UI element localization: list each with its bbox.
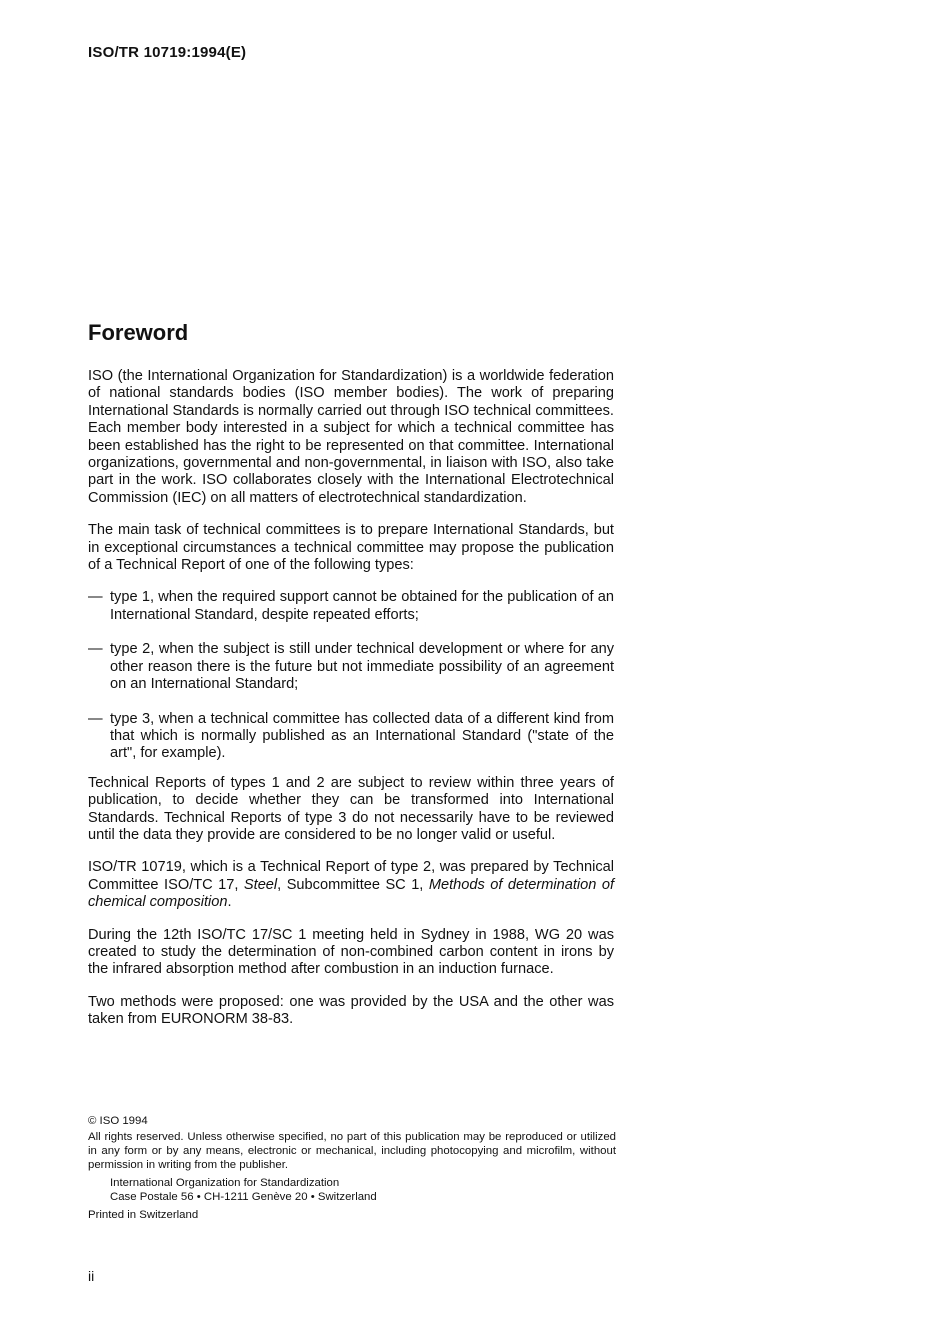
section-title: Foreword xyxy=(88,320,189,345)
list-item-type-3 xyxy=(88,711,614,763)
text-run: . xyxy=(227,894,232,911)
paragraph-methods: Two methods were proposed: one was provided by the USA and the other was taken from EURONORM 38-83. xyxy=(88,993,614,1028)
dash-marker: — xyxy=(88,710,103,727)
list-item-type-1 xyxy=(88,589,614,624)
paragraph-intro: ISO (the International Organization for Standardization) is a worldwide federation of national standards bodies (ISO member bodies). The work of preparing International Standards is normally carried out through ISO technical committees. Each member body interested in a subject for which a technical committee has been established has the right to be represented on that committee. International organizations, governmental and non-governmental, in liaison with ISO, also take part in the work. ISO collaborates closely with the International Electrotechnical Commission (IEC) on all matters of electrotechnical standardization. xyxy=(88,368,614,506)
list-item-text: type 2, when the subject is still under technical development or where for any other reason there is the future but not immediate possibility of an agreement on an International Standard; xyxy=(110,641,614,693)
dash-marker: — xyxy=(88,589,103,606)
text-run: , Subcommittee SC 1, xyxy=(277,876,429,893)
printed-in: Printed in Switzerland xyxy=(88,1209,199,1221)
document-identifier: ISO/TR 10719:1994(E) xyxy=(88,44,247,61)
copyright-line: © ISO 1994 xyxy=(88,1115,148,1127)
publisher-address xyxy=(110,1176,616,1204)
paragraph-meeting: During the 12th ISO/TC 17/SC 1 meeting held in Sydney in 1988, WG 20 was created to study the determination of non-combined carbon content in irons by the infrared absorption method after combustion in an induction furnace. xyxy=(88,926,614,978)
list-item-text: type 3, when a technical committee has collected data of a different kind from that which is normally published as an International Standard ("state of the art", for example). xyxy=(110,710,614,762)
text-run-italic: Methods of determination of chemical composition xyxy=(88,876,614,911)
dash-marker: — xyxy=(88,641,103,658)
copyright-notice xyxy=(88,1114,616,1222)
rights-statement: All rights reserved. Unless otherwise specified, no part of this publication may be reproduced or utilized in any form or by any means, electronic or mechanical, including photocopying and microfilm, without permission in writing from the publisher. xyxy=(88,1131,616,1171)
text-run-italic: Steel xyxy=(243,876,278,893)
text-run: ISO/TR 10719, which is a Technical Report of type 2, was prepared by Technical Committee ISO/TC 17, xyxy=(88,859,614,893)
organization-name: International Organization for Standardization xyxy=(110,1177,340,1189)
paragraph-review: Technical Reports of types 1 and 2 are subject to review within three years of publication, to decide whether they can be transformed into International Standards. Technical Reports of type 3 do not necessarily have to be reviewed until the data they provide are considered to be no longer valid or useful. xyxy=(88,774,614,843)
list-item-text: type 1, when the required support cannot be obtained for the publication of an International Standard, despite repeated efforts; xyxy=(110,589,614,623)
foreword-body xyxy=(88,368,614,1044)
list-item-type-2 xyxy=(88,641,614,693)
page-number: ii xyxy=(88,1268,95,1284)
postal-address: Case Postale 56 • CH-1211 Genève 20 • Switzerland xyxy=(110,1191,377,1203)
paragraph-main-task: The main task of technical committees is to prepare International Standards, but in exceptional circumstances a technical committee may propose the publication of a Technical Report of one of the following types: xyxy=(88,522,614,574)
paragraph-preparation xyxy=(88,859,614,911)
